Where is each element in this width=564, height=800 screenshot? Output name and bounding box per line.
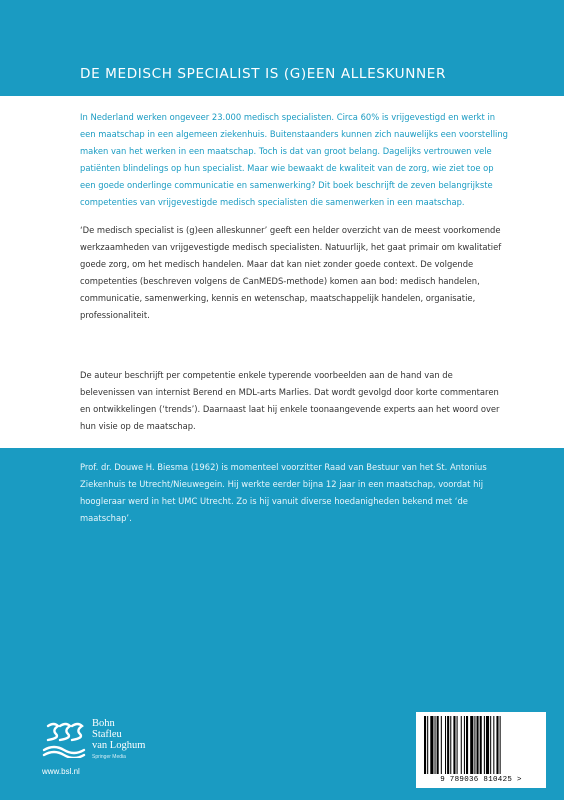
barcode-bar <box>447 716 449 774</box>
title-band <box>0 0 564 96</box>
barcode <box>416 712 546 788</box>
book-title: DE MEDISCH SPECIALIST IS (G)EEN ALLESKUNNER <box>80 66 446 82</box>
publisher-url: www.bsl.nl <box>42 767 80 776</box>
author-bio: Prof. dr. Douwe H. Biesma (1962) is momenteel voorzitter Raad van Bestuur van het St. Antonius Ziekenhuis te Utrecht/Nieuwegein. Hij werkte eerder bijna 12 jaar in een maatschap, voordat hij hoogleraar werd in het UMC Utrecht. Zo is hij vanuit diverse hoedanigheden bekend met ‘de maatschap’. <box>80 462 487 523</box>
barcode-bar <box>484 716 485 774</box>
barcode-bar <box>461 716 462 774</box>
barcode-bar <box>435 716 436 774</box>
description-panel <box>0 96 564 448</box>
publisher-line-1: Bohn <box>92 718 115 729</box>
overview-paragraph: ‘De medisch specialist is (g)een alleskunner’ geeft een helder overzicht van de meest voorkomende werkzaamheden van vrijgevestigde medisch specialisten. Natuurlijk, het gaat primair om kwalitatief goede zorg, om het medisch handelen. Maar dat kan niet zonder goede context. De volgende competenties (beschreven volgens de CanMEDS-methode) komen aan bod: medisch handelen, communicatie, samenwerking, kennis en wetenschap, maatschappelijk handelen, organisatie, professionaliteit. <box>80 225 502 320</box>
barcode-bar <box>474 716 475 774</box>
barcode-bar <box>424 716 426 774</box>
barcode-bar <box>464 716 465 774</box>
barcode-bar <box>477 716 479 774</box>
isbn-number: 9 789036 810425 > <box>440 776 522 784</box>
barcode-bars <box>420 716 542 776</box>
barcode-bar <box>496 716 498 774</box>
barcode-bar <box>457 716 458 774</box>
barcode-bar <box>490 716 491 774</box>
barcode-bar <box>493 716 494 774</box>
barcode-bar <box>445 716 446 774</box>
publisher-line-3: van Loghum <box>92 740 146 751</box>
publisher-line-2: Stafleu <box>92 729 122 740</box>
author-examples-paragraph: De auteur beschrijft per competentie enkele typerende voorbeelden aan de hand van de belevenissen van internist Berend en MDL-arts Marlies. Dat wordt gevolgd door korte commentaren en ontwikkelingen (‘trends’). Daarnaast laat hij enkele toonaangevende experts aan het woord over hun visie op de maatschap. <box>80 370 500 431</box>
barcode-bar <box>437 716 439 774</box>
barcode-bar <box>480 716 482 774</box>
barcode-bar <box>453 716 455 774</box>
barcode-bar <box>486 716 489 774</box>
publisher-imprint: Springer Media <box>92 754 126 760</box>
intro-paragraph: In Nederland werken ongeveer 23.000 medisch specialisten. Circa 60% is vrijgevestigd en werkt in een maatschap in een algemeen ziekenhuis. Buitenstaanders kunnen zich nauwelijks een voorstelling maken van het werken in een maatschap. Toch is dat van groot belang. Dagelijks vertrouwen vele patiënten blindelings op hun specialist. Maar wie bewaakt de kwaliteit van de zorg, wie ziet toe op een goede onderlinge communicatie en samenwerking? Dit boek beschrijft de zeven belangrijkste competenties van vrijgevestigde medisch specialisten die samenwerken in een maatschap. <box>80 112 508 207</box>
publisher-name <box>92 718 145 751</box>
bsl-logo-icon <box>42 718 86 758</box>
barcode-bar <box>430 716 433 774</box>
barcode-bar <box>450 716 451 774</box>
barcode-bar <box>500 716 501 774</box>
barcode-bar <box>441 716 442 774</box>
barcode-bar <box>470 716 473 774</box>
barcode-bar <box>466 716 468 774</box>
barcode-bar <box>427 716 428 774</box>
